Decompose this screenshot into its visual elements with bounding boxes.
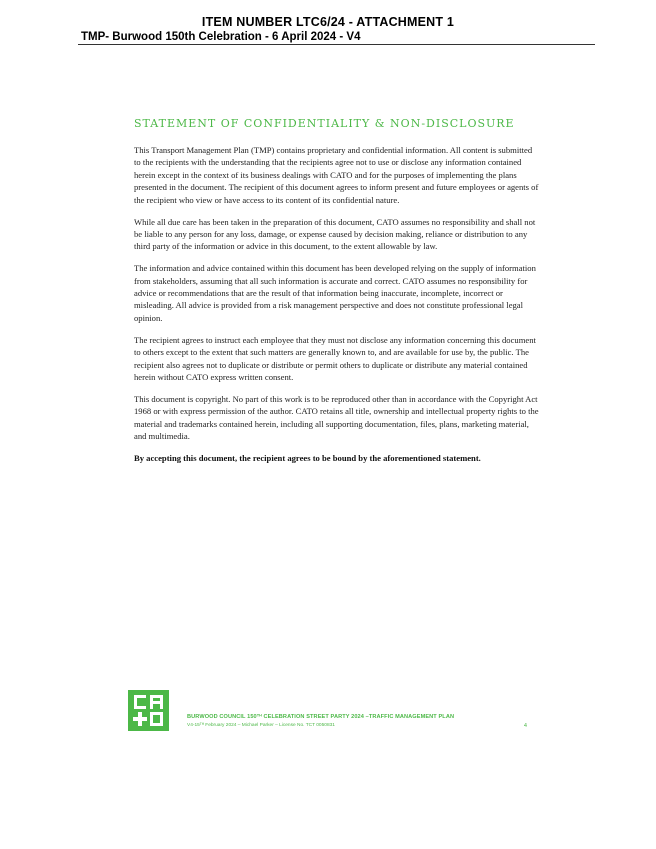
closing-statement: By accepting this document, the recipient agrees to be bound by the aforementioned statement. — [134, 453, 481, 464]
paragraph-copyright: This document is copyright. No part of this work is to be reproduced other than in accordance with the Copyright Act 1968 or with express permission of the author. CATO retains all title, ownership and intellectual property rights to the material and trademarks contained herein, including all supporting documentation, files, plans, marketing material, and multimedia. — [134, 393, 539, 442]
tmp-title: TMP- Burwood 150th Celebration - 6 April 2024 - V4 — [81, 31, 361, 43]
page-footer — [128, 690, 543, 732]
item-number: ITEM NUMBER LTC6/24 - ATTACHMENT 1 — [201, 15, 455, 29]
page-number: 4 — [523, 723, 527, 729]
paragraph-disclosure: The recipient agrees to instruct each employee that they must not disclose any information concerning this document to others except to the extent that such matters are generally known to, and are available for use by, the public. The recipient also agrees not to duplicate or distribute or permit others to duplicate or distribute any material contained herein without CATO express written consent. — [134, 334, 536, 382]
footer-version: V4-15ᵀᴴ February 2024 – Michael Parker – License No. TCT 0050831 — [187, 723, 335, 728]
header-divider — [78, 44, 595, 45]
section-title: STATEMENT OF CONFIDENTIALITY & NON-DISCLOSURE — [134, 117, 515, 130]
paragraph-information-advice: The information and advice contained within this document has been developed relying on the supply of information from stakeholders, assuming that all such information is accurate and correct. CATO assumes no responsibility for advice or recommendations that are the result of that information being inaccurate, incomplete, incorrect or misleading. All advice is provided from a risk management perspective and does not constitute professional legal opinion. — [134, 263, 536, 323]
cato-logo-icon — [128, 690, 169, 731]
confidentiality-section — [134, 117, 539, 464]
paragraph-liability: While all due care has been taken in the preparation of this document, CATO assumes no responsibility and shall not be liable to any person for any loss, damage, or expense caused by decision making, reliance or distribution to any third party of the information or advice in this document, to the extent allowable by law. — [134, 216, 536, 252]
paragraph-confidential-info: This Transport Management Plan (TMP) contains proprietary and confidential information. All content is submitted to the recipients with the understanding that the recipients agree not to use or disclose any information contained herein except in the context of its business dealings with CATO and for the purposes of implementing the plans presented in the document. The recipient of this document agrees to inform present and future employees or agents of the recipient who view or have access to its content of its confidential nature. — [134, 145, 539, 205]
attachment-header — [0, 0, 656, 46]
footer-title: BURWOOD COUNCIL 150ᵀᴴ CELEBRATION STREET PARTY 2024 –TRAFFIC MANAGEMENT PLAN — [187, 714, 455, 720]
